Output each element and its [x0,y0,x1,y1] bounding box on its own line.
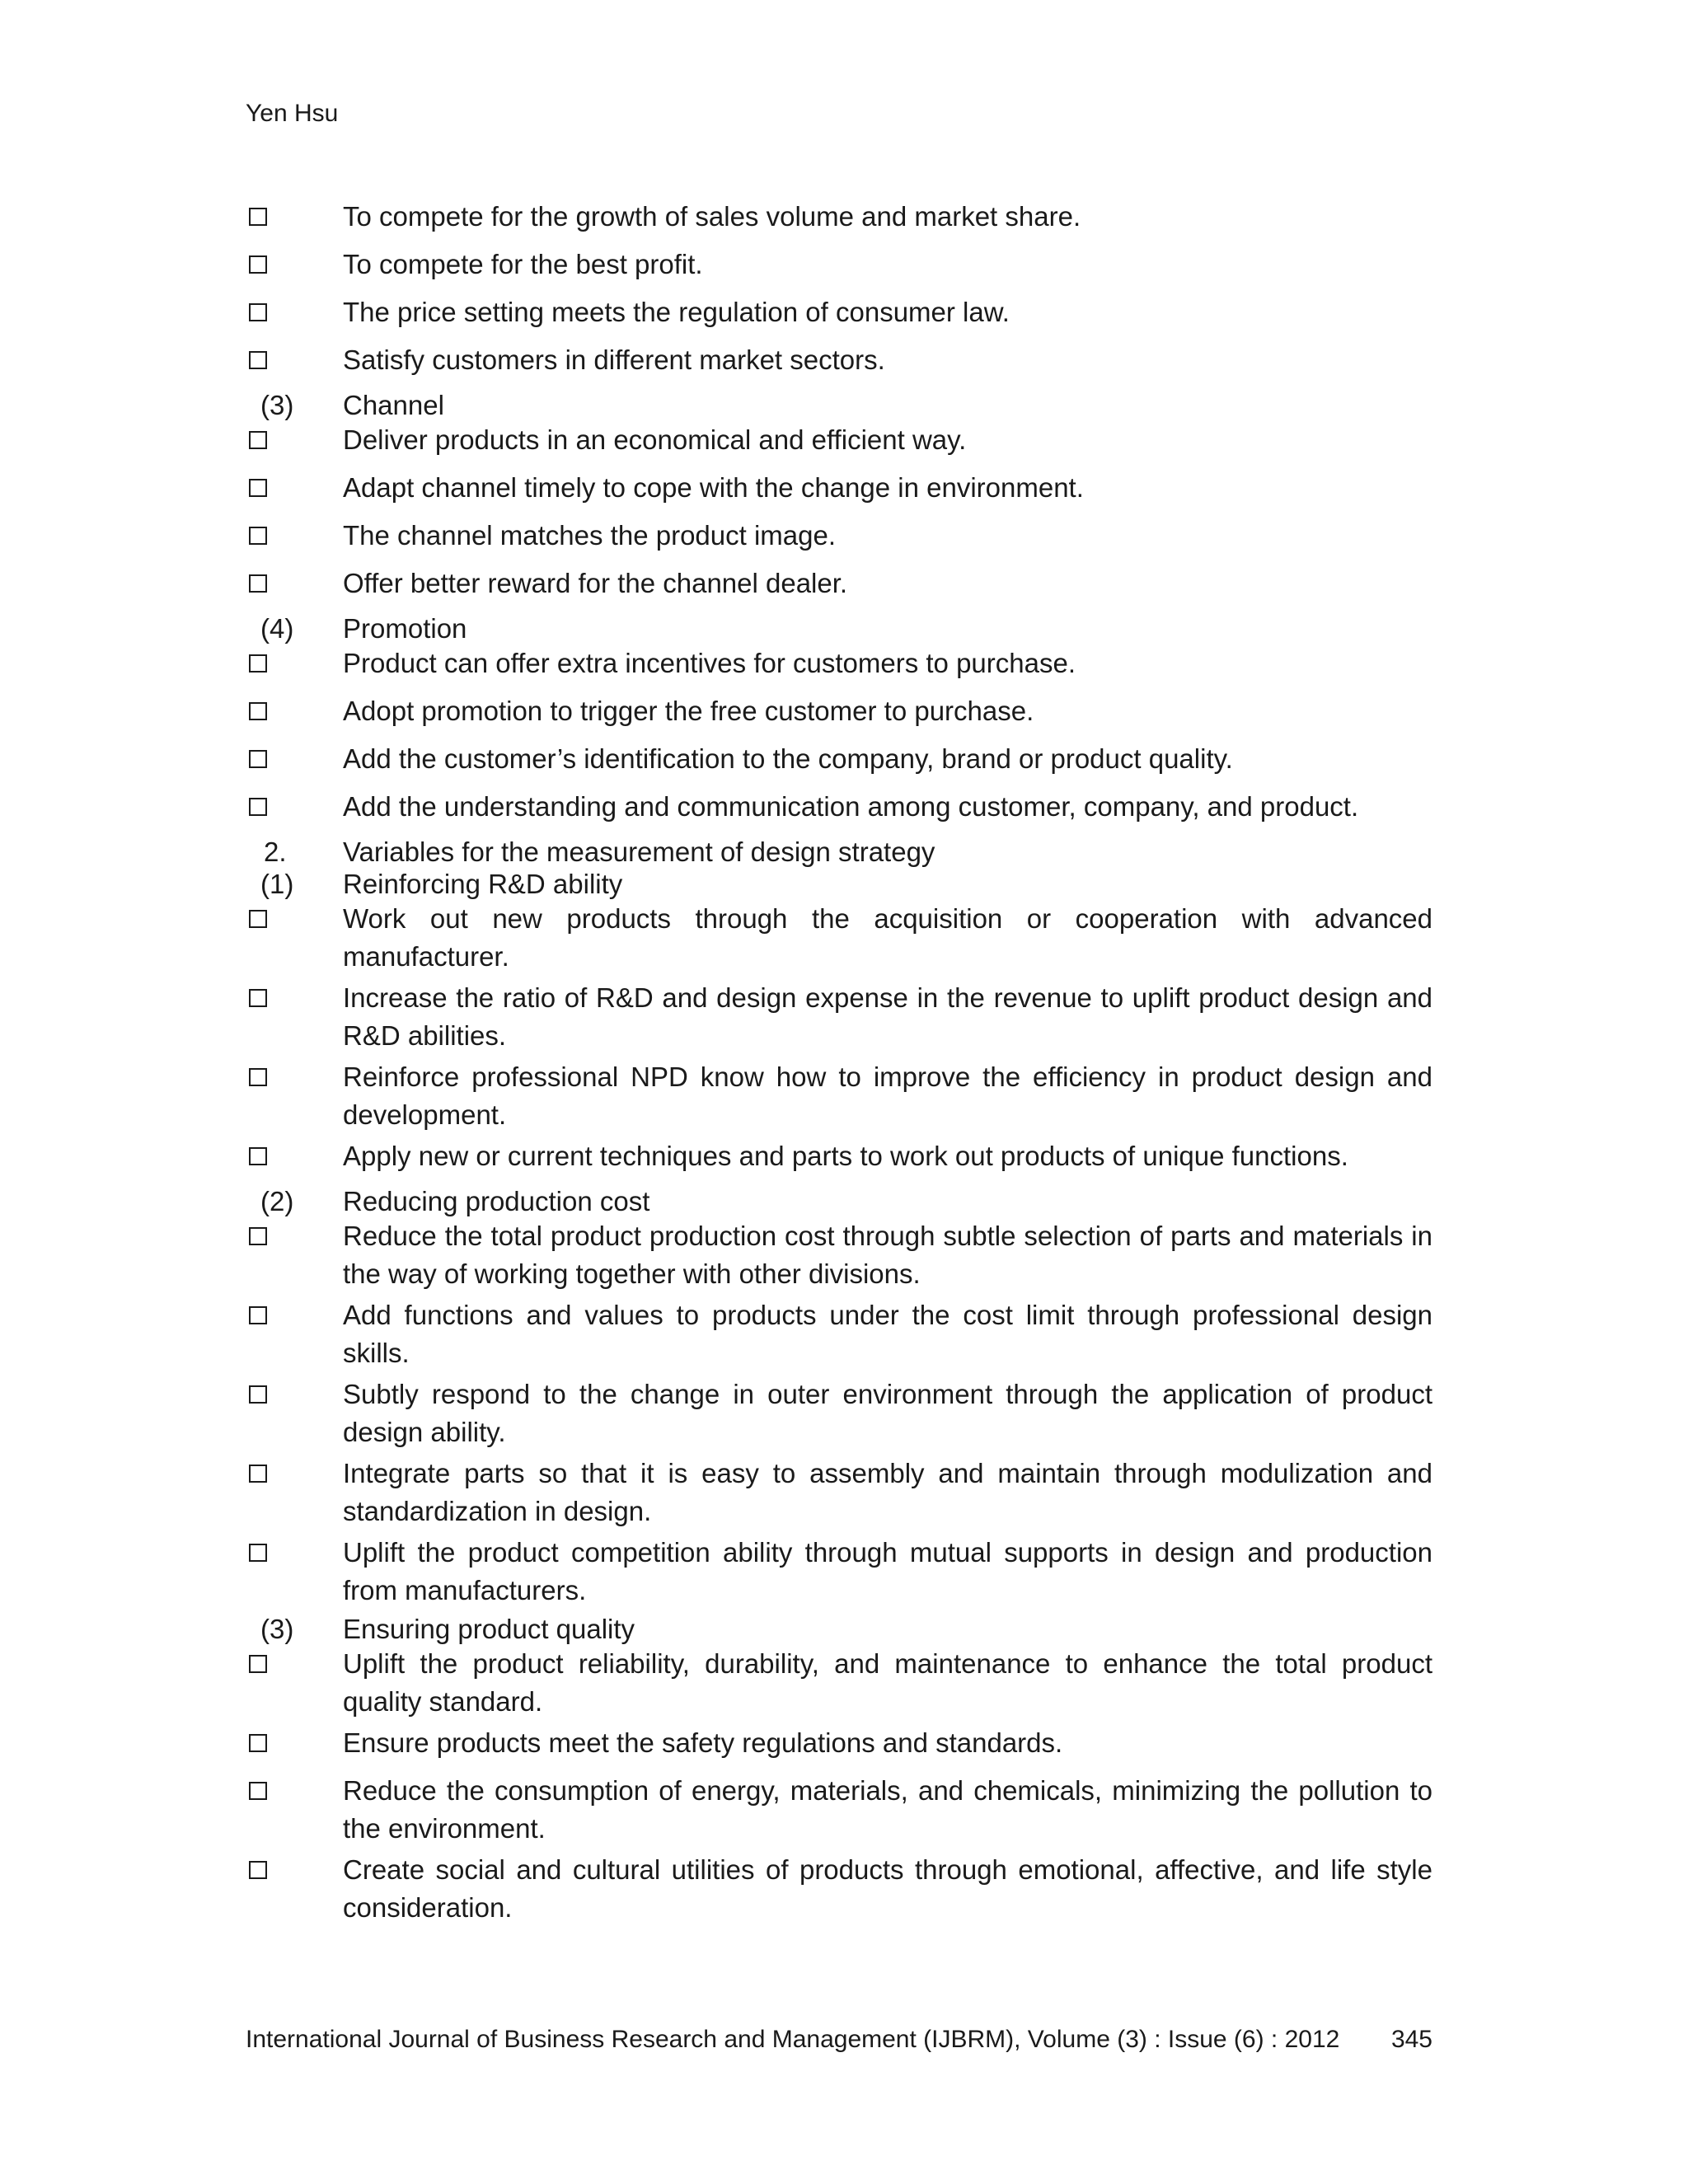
checkbox-marker [246,1217,343,1255]
checkbox-marker [246,1058,343,1096]
checkbox-marker [246,198,343,236]
checkbox-icon [249,702,267,720]
checklist-item [246,1217,1432,1293]
checklist-item [246,246,1432,284]
checkbox-icon [249,1782,267,1800]
checkbox-icon [249,255,267,274]
checkbox-icon [249,798,267,816]
checkbox-marker [246,469,343,507]
checklist-item-text: Product can offer extra incentives for customers to purchase. [343,648,1076,678]
checklist-item-text: To compete for the best profit. [343,249,703,279]
checklist-item [246,788,1432,826]
checklist-item-text: Create social and cultural utilities of products through emotional, affective, and life style consideration. [343,1854,1432,1923]
checkbox-marker [246,1851,343,1889]
checkbox-icon [249,351,267,369]
checkbox-icon [249,1227,267,1245]
checkbox-marker [246,1772,343,1810]
section-number: (4) [260,613,294,644]
checklist-item-text: Add functions and values to products under the cost limit through professional design skills. [343,1300,1432,1368]
checklist-item-text: Adopt promotion to trigger the free customer to purchase. [343,696,1034,726]
section-number: 2. [264,837,287,867]
checkbox-icon [249,989,267,1007]
page-body [246,198,1432,1930]
checkbox-marker [246,517,343,555]
section-number: (3) [260,390,294,420]
checkbox-icon [249,574,267,593]
section-heading [246,1185,1432,1217]
checkbox-icon [249,1385,267,1404]
section-title: Channel [343,390,444,420]
checklist-item-text: Add the understanding and communication among customer, company, and product. [343,791,1359,822]
section-title: Promotion [343,613,467,644]
checkbox-icon [249,431,267,449]
section-title: Reinforcing R&D ability [343,869,623,899]
checklist-item [246,740,1432,778]
page-footer [246,2023,1432,2056]
checkbox-marker [246,1137,343,1175]
checklist-item-text: Work out new products through the acquisition or cooperation with advanced manufacturer. [343,903,1432,972]
checklist-item [246,1058,1432,1134]
section-title: Reducing production cost [343,1186,650,1216]
section-number: (1) [260,869,294,899]
checkbox-icon [249,479,267,497]
checkbox-marker [246,246,343,284]
section-heading [246,389,1432,421]
checklist-item [246,565,1432,602]
checklist-item-text: Offer better reward for the channel dealer. [343,568,848,598]
checkbox-marker [246,1645,343,1683]
checklist-item-text: Add the customer’s identification to the company, brand or product quality. [343,743,1233,774]
checklist-item-text: Ensure products meet the safety regulations and standards. [343,1727,1063,1758]
checkbox-icon [249,1655,267,1673]
checklist-item [246,1772,1432,1848]
checkbox-marker [246,900,343,938]
section-heading [246,612,1432,644]
checkbox-icon [249,527,267,545]
checkbox-marker [246,644,343,682]
checklist-item [246,293,1432,331]
checkbox-icon [249,1306,267,1324]
section-number: (2) [260,1186,294,1216]
checklist-item-text: Uplift the product reliability, durability, and maintenance to enhance the total product quality standard. [343,1648,1432,1717]
checkbox-icon [249,208,267,226]
checkbox-marker [246,293,343,331]
section-heading [246,836,1432,868]
checkbox-icon [249,1544,267,1562]
checklist-item [246,1724,1432,1762]
checklist-item [246,517,1432,555]
checklist-item [246,1137,1432,1175]
checklist-item-text: Increase the ratio of R&D and design expense in the revenue to uplift product design and R&D abilities. [343,982,1432,1051]
checkbox-marker [246,421,343,459]
checkbox-marker [246,565,343,602]
checklist-item [246,341,1432,379]
checklist-item-text: The price setting meets the regulation of consumer law. [343,297,1010,327]
checklist-item [246,1534,1432,1610]
checklist-item [246,198,1432,236]
checklist-item [246,900,1432,976]
section-number: (3) [260,1614,294,1644]
checkbox-marker [246,740,343,778]
checklist-item-text: To compete for the growth of sales volume and market share. [343,201,1081,232]
checklist-item-text: Deliver products in an economical and efficient way. [343,424,967,455]
checklist-item-text: Adapt channel timely to cope with the change in environment. [343,472,1084,503]
checkbox-icon [249,910,267,928]
checklist-item-text: Subtly respond to the change in outer environment through the application of product design ability. [343,1379,1432,1447]
footer-page-number: 345 [1390,2026,1432,2053]
checkbox-marker [246,1376,343,1413]
checkbox-icon [249,654,267,673]
checkbox-marker [246,788,343,826]
checkbox-icon [249,1147,267,1165]
checklist-item [246,979,1432,1055]
checklist-item-text: The channel matches the product image. [343,520,837,551]
checklist-item [246,1376,1432,1451]
checkbox-marker [246,692,343,730]
checklist-item-text: Satisfy customers in different market sectors. [343,344,885,375]
checkbox-icon [249,1068,267,1086]
checklist-item-text: Apply new or current techniques and parts to work out products of unique functions. [343,1141,1348,1171]
running-head-author: Yen Hsu [246,100,339,127]
section-heading [246,868,1432,900]
checkbox-marker [246,1724,343,1762]
checklist-item-text: Reinforce professional NPD know how to improve the efficiency in product design and development. [343,1062,1432,1130]
checkbox-icon [249,1734,267,1752]
checkbox-marker [246,1296,343,1334]
checkbox-marker [246,341,343,379]
checkbox-icon [249,303,267,321]
checkbox-marker [246,1455,343,1493]
checklist-item [246,421,1432,459]
section-title: Variables for the measurement of design strategy [343,837,935,867]
checklist-item [246,469,1432,507]
checklist-item-text: Uplift the product competition ability through mutual supports in design and production from manufacturers. [343,1537,1432,1605]
checkbox-icon [249,1861,267,1879]
checklist-item [246,644,1432,682]
checkbox-icon [249,1465,267,1483]
checklist-item [246,1851,1432,1927]
footer-journal-citation: International Journal of Business Research and Management (IJBRM), Volume (3) : Issue (6) : 2012 [246,2026,1340,2053]
checklist-item [246,1296,1432,1372]
checklist-item-text: Reduce the total product production cost through subtle selection of parts and materials in the way of working together with other divisions. [343,1221,1432,1289]
checklist-item [246,692,1432,730]
checklist-item-text: Reduce the consumption of energy, materials, and chemicals, minimizing the pollution to the environment. [343,1775,1432,1844]
checklist-item [246,1645,1432,1721]
checklist-item [246,1455,1432,1530]
checklist-item-text: Integrate parts so that it is easy to assembly and maintain through modulization and standardization in design. [343,1458,1432,1526]
section-title: Ensuring product quality [343,1614,635,1644]
checkbox-marker [246,979,343,1017]
section-heading [246,1613,1432,1645]
checkbox-icon [249,750,267,768]
checkbox-marker [246,1534,343,1572]
